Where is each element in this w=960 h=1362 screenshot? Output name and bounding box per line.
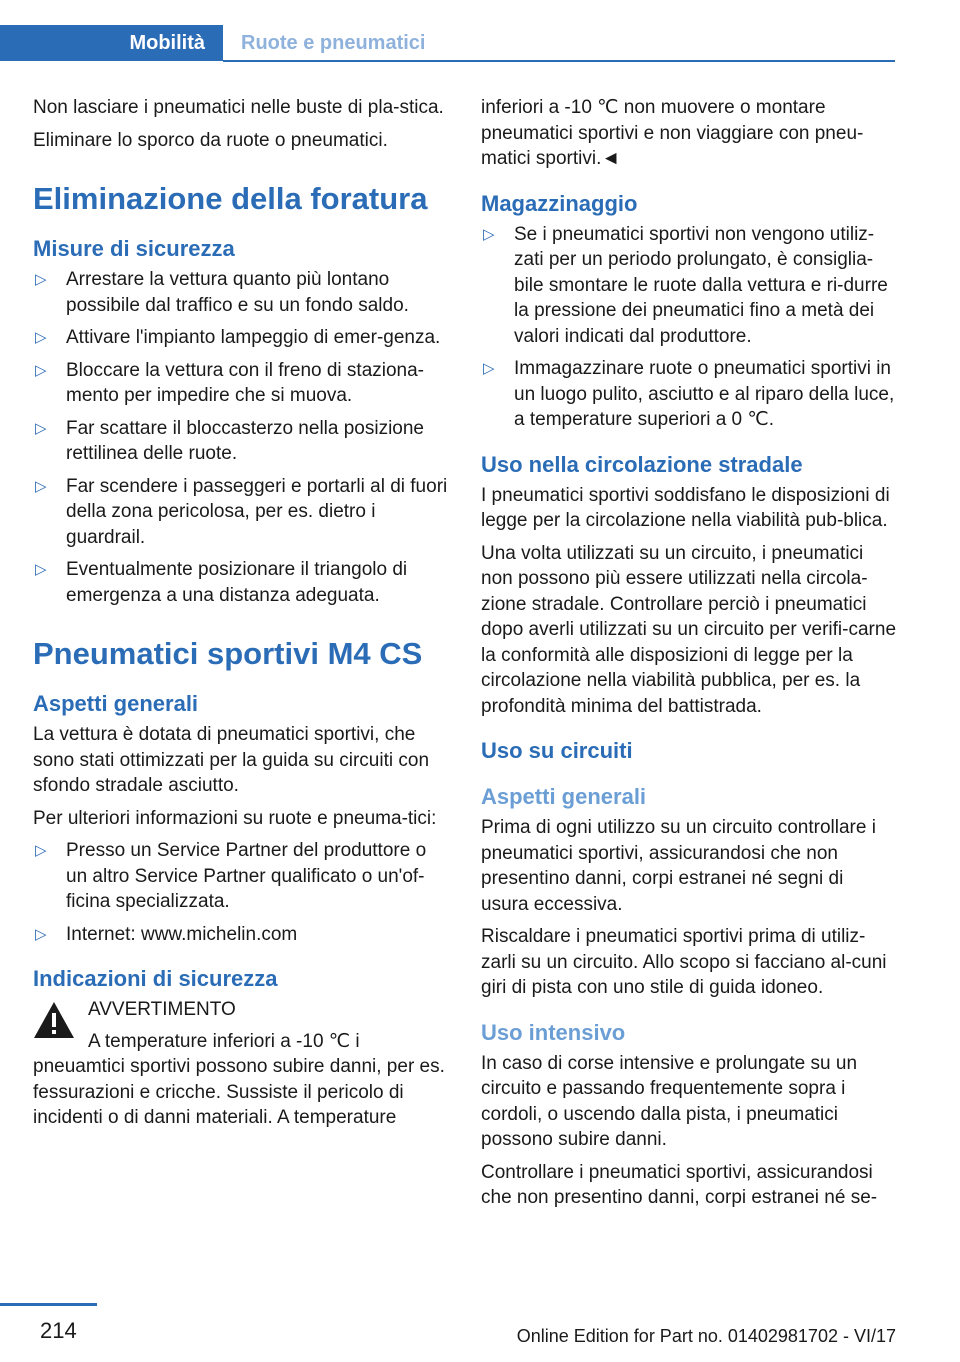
list-item: ▷ Presso un Service Partner del produttore o un altro Service Partner qualificato o un'of‐ficina specializzata. — [35, 840, 427, 912]
paragraph: Non lasciare i pneumatici nelle buste di pla‐stica. — [33, 97, 444, 118]
section-tab-active: Mobilità — [0, 25, 223, 61]
footer-rule — [0, 1303, 97, 1306]
header-rule — [223, 60, 895, 62]
section-tab-chapter: Ruote e pneumatici — [241, 31, 426, 54]
left-column — [33, 95, 448, 1131]
paragraph: inferiori a ‑10 ℃ non muovere o montare pneumatici sportivi e non viaggiare con pneu‐matici sportivi.◄ — [481, 97, 864, 169]
page-header — [0, 0, 895, 62]
heading-foratura: Eliminazione della foratura — [33, 181, 428, 216]
triangle-bullet-icon: ▷ — [35, 925, 47, 943]
list-item: ▷ Arrestare la vettura quanto più lontano possibile dal traffico e su un fondo saldo. — [35, 269, 409, 316]
triangle-bullet-icon: ▷ — [35, 271, 47, 288]
triangle-bullet-icon: ▷ — [35, 329, 47, 346]
warning-triangle-icon — [33, 1001, 75, 1039]
list-item: ▷ Internet: www.michelin.com — [33, 922, 448, 948]
info-list — [33, 838, 448, 947]
safety-list — [33, 267, 448, 608]
heading-uso-circuiti: Uso su circuiti — [481, 738, 633, 763]
edition-note: Online Edition for Part no. 01402981702 - VI/17 — [516, 1326, 896, 1346]
heading-pneumatici-sportivi: Pneumatici sportivi M4 CS — [33, 636, 423, 671]
right-column — [481, 95, 896, 1218]
triangle-bullet-icon: ▷ — [35, 842, 47, 859]
list-item: ▷ Se i pneumatici sportivi non vengono utiliz‐zati per un periodo prolungato, è consiglia‐bile smontare le ruote dalla vettura e ri‐durre la pressione dei pneumatici fino a metà dei valori indicati dal produttore. — [483, 223, 888, 347]
triangle-bullet-icon: ▷ — [35, 419, 47, 437]
warning-title: AVVERTIMENTO — [88, 999, 236, 1020]
heading-misure-sicurezza: Misure di sicurezza — [33, 236, 235, 261]
storage-list — [481, 222, 896, 433]
list-item: ▷ Bloccare la vettura con il freno di staziona‐mento per impedire che si muova. — [35, 359, 425, 406]
page-number: 214 — [40, 1318, 77, 1343]
subheading-aspetti-generali: Aspetti generali — [481, 784, 647, 809]
list-item: ▷ Far scendere i passeggeri e portarli al di fuori della zona pericolosa, per es. dietro i guardrail. — [35, 475, 448, 548]
triangle-bullet-icon: ▷ — [483, 225, 495, 243]
heading-magazzinaggio: Magazzinaggio — [481, 190, 638, 216]
warning-block — [33, 997, 448, 1131]
paragraph: Controllare i pneumatici sportivi, assicurandosi che non presentino danni, corpi estranei né se‐ — [481, 1161, 878, 1208]
warning-text: A temperature inferiori a ‑10 ℃ i pneuamtici sportivi possono subire danni, per es. fessurazioni e cricche. Sussiste il pericolo di incidenti o di danni materiali. A temperature — [33, 1030, 445, 1128]
triangle-bullet-icon: ▷ — [35, 561, 47, 578]
heading-circolazione-stradale: Uso nella circolazione stradale — [481, 451, 803, 477]
paragraph: Eliminare lo sporco da ruote o pneumatici. — [33, 129, 388, 151]
triangle-bullet-icon: ▷ — [35, 477, 47, 495]
paragraph: Riscaldare i pneumatici sportivi prima di utiliz‐zarli su un circuito. Allo scopo si facciano al‐cuni giri di pista con uno stile di guida idoneo. — [481, 926, 887, 998]
list-item: ▷ Far scattare il bloccasterzo nella posizione rettilinea delle ruote. — [35, 417, 425, 464]
list-item: ▷ Immagazzinare ruote o pneumatici sportivi in un luogo pulito, asciutto e al riparo della luce, a temperature superiori a 0 ℃. — [483, 358, 895, 430]
list-item: ▷ Eventualmente posizionare il triangolo di emergenza a una distanza adeguata. — [35, 559, 408, 606]
list-item: ▷ Attivare l'impianto lampeggio di emer‐genza. — [33, 325, 448, 351]
subheading-uso-intensivo: Uso intensivo — [481, 1019, 626, 1045]
paragraph: La vettura è dotata di pneumatici sportivi, che sono stati ottimizzati per la guida su circuiti con sfondo stradale asciutto. — [33, 724, 430, 796]
paragraph: Per ulteriori informazioni su ruote e pneuma‐tici: — [33, 807, 437, 829]
paragraph: Prima di ogni utilizzo su un circuito controllare i pneumatici sportivi, assicurandosi che non presentino danni, corpi estranei né segni di usura eccessiva. — [481, 817, 876, 915]
paragraph: In caso di corse intensive e prolungate su un circuito e passando frequentemente sopra i cordoli, o uscendo dalla pista, i pneumatici possono subire danni. — [481, 1052, 858, 1150]
heading-aspetti-generali: Aspetti generali — [33, 691, 199, 716]
paragraph: I pneumatici sportivi soddisfano le disposizioni di legge per la circolazione nella viabilità pub‐blica. — [481, 484, 890, 531]
paragraph: Una volta utilizzati su un circuito, i pneumatici non possono più essere utilizzati nella circola‐zione stradale. Controllare perciò i pneumatici dopo averli utilizzati su un circuito per verifi‐carne la conformità alle disposizioni di legge per la circolazione nella viabilità pubblica, per es. la profondità minima del battistrada. — [481, 542, 897, 717]
triangle-bullet-icon: ▷ — [35, 361, 47, 379]
heading-indicazioni-sicurezza: Indicazioni di sicurezza — [33, 966, 278, 991]
triangle-bullet-icon: ▷ — [483, 360, 495, 377]
